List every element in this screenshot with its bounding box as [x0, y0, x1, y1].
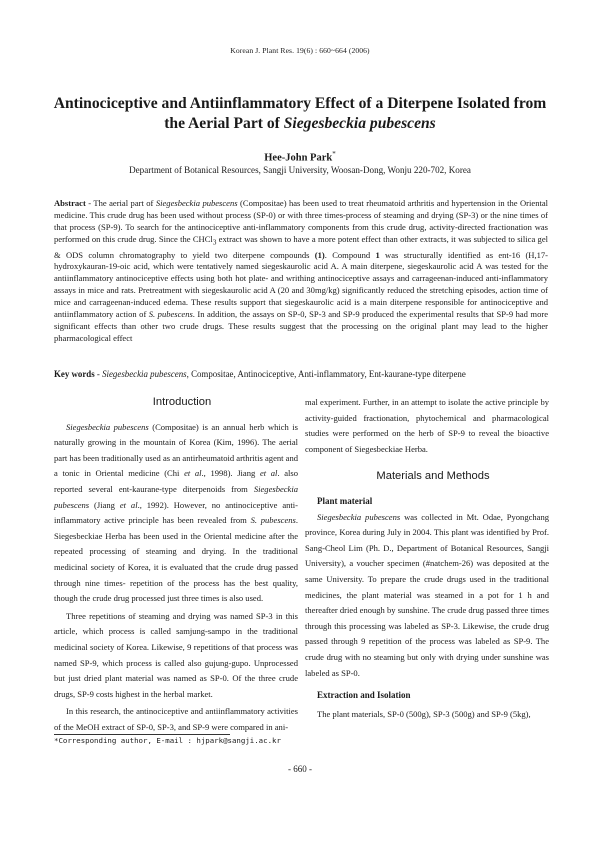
- abstract-subscript: 3: [212, 238, 217, 247]
- left-column: [54, 395, 298, 735]
- et-al: et al: [119, 499, 138, 510]
- intro-text: ., 1998). Jiang: [201, 468, 260, 479]
- abstract-species: S. pubescens: [148, 309, 193, 320]
- abstract-label: Abstract: [54, 198, 86, 208]
- right-column: [305, 395, 549, 722]
- et-al: et al: [184, 468, 202, 479]
- page-number: - 660 -: [288, 764, 312, 774]
- keywords: [54, 368, 548, 380]
- species-name: Siegesbeckia pubescens: [54, 483, 298, 510]
- abstract-text: extract was shown to have a more potent effect than other extracts, it was subjected to silica gel & ODS column chromatography to yield two diterpene compounds: [54, 233, 549, 260]
- intro-text: (Jiang: [89, 499, 120, 510]
- species-name: Siegesbeckia pubescens: [317, 511, 401, 522]
- species-name: Siegesbeckia pubescens: [66, 421, 149, 432]
- title-species: Siegesbeckia pubescens: [283, 115, 436, 132]
- keywords-list: , Compositae, Antinociceptive, Anti-inflammatory, Ent-kaurane-type diterpene: [186, 369, 466, 379]
- plant-material-heading: Plant material: [317, 495, 373, 506]
- intro-paragraph: In this research, the antinociceptive and antiinflammatory activities of the MeOH extract of SP-0, SP-3, and SP-9 were compared in ani-: [54, 706, 298, 732]
- keywords-label: Key words: [54, 369, 95, 379]
- paper-title: [40, 94, 560, 134]
- footnote-rule: [54, 734, 230, 735]
- abstract-text: - The aerial part of: [85, 198, 156, 208]
- author-name: Hee-John Park: [264, 152, 333, 164]
- extraction-paragraph: The plant materials, SP-0 (500g), SP-3 (500g) and SP-9 (5kg),: [317, 708, 531, 719]
- plant-material-text: was collected in Mt. Odae, Pyongchang province, Korea during July in 2004. This plant was identified by Prof. Sang-Cheol Lim (Ph. D., Department of Botanical Resources, Sangji University), a voucher specimen (#natchem-26) was deposited at the same University. To prepare the crude drugs used in the traditional medicines, the plant material was steamed in a pot for 1 h and thereafter dried enough by sunshine. The crude drug passed three times through this processing was labeled as SP-3. Likewise, the crude drug passed through 9 repetition of the process was labeled as SP-9. The crude drug with no steaming but only with drying under sunshine was labeled as SP-0.: [305, 511, 550, 678]
- keywords-dash: -: [94, 369, 103, 379]
- intro-paragraph: Three repetitions of steaming and drying was named SP-3 in this article, which process is called samjung-sampo in the traditional medicinal society of Korea. Likewise, 9 repetitions of that process was named SP-9, which process is called also gujung-gupo. Unprocessed but just dried plant material was named as SP-0. Of the three crude drugs, SP-9 costs highest in the herbal market.: [54, 610, 298, 699]
- introduction-heading: Introduction: [152, 396, 212, 408]
- title-line-2-prefix: the Aerial Part of: [164, 115, 284, 132]
- abstract: [54, 198, 548, 345]
- species-name: S. pubescens: [250, 515, 296, 526]
- intro-paragraph: [54, 420, 298, 607]
- intro-text: . Siegesbeckiae Herba has been used in the Oriental medicine after the repeated processing of steaming and drying. In the traditional medicinal society of Korea, it is evaluated that the crude drug passed through nine times- repetition of the process has the best quality, though the crude drug processed just three times is also used.: [54, 515, 298, 604]
- extraction-heading: Extraction and Isolation: [317, 690, 411, 701]
- abstract-compound-ref: 1: [375, 249, 380, 260]
- abstract-text: was structurally identified as ent-16 (H,17-hydroxykauran-19-oic acid, which were tentatively named siegeskaurolic acid A. A main diterpene, siegeskaurolic acid A was tested for the antiinflammatory antinociceptive effects using both hot plate- and writhing antinociceptive assays and carrageenan-induced anti-inflammatory assays in mice and rats. Pretreatment with siegeskaurolic acid A (20 and 30mg/kg) significantly reduced the stretching episodes, action time of mice and carrageenan-induced edema. These results support that siegeskaurolic acid is a main diterpene responsible for antinociceptive and antiinflammatory action of: [54, 249, 548, 320]
- et-al: et al: [259, 468, 278, 479]
- intro-text: . also reported several ent-kaurane-type diterpenoids from: [54, 468, 299, 494]
- title-line-1: Antinociceptive and Antiinflammatory Effect of a Diterpene Isolated from: [53, 95, 547, 112]
- plant-material-paragraph: [305, 510, 549, 682]
- corresponding-mark: *: [332, 150, 336, 158]
- footnote: *Corresponding author, E-mail : hjpark@sangji.ac.kr: [54, 736, 281, 745]
- intro-continuation: mal experiment. Further, in an attempt to isolate the active principle by activity-guided fractionation, phytochemical and pharmacological studies were performed on the herb of SP-9 to reveal the bioactive component of Siegesbeckiae Herba.: [305, 397, 549, 454]
- abstract-species: Siegesbeckia pubescens: [155, 198, 238, 208]
- intro-text: (Compositae) is an annual herb which is naturally growing in the mountain of Korea (Kim, 1996). The aerial part has been traditionally used as an antirheumatoid arthritis agent and a tonic in Oriental medicine (Chi: [54, 421, 298, 479]
- abstract-text: . In addition, the assays on SP-0, SP-3 and SP-9 produced the experimental results that SP-9 had more significant effects than other two crude drugs. These results suggest that the processing on the original plant may lead to the higher pharmacological effect: [54, 309, 548, 344]
- keywords-species: Siegesbeckia pubescens: [102, 369, 187, 379]
- intro-text: ., 1992). However, no antinociceptive anti-inflammatory active principle has been revealed from: [54, 499, 298, 526]
- abstract-text: (Compositae) has been used to treat rheumatoid arthritis and hypertension in the Oriental medicine. This crude drug has been used without process (SP-0) or with three times-process of steaming and drying (SP-3) or the nine times of that process (SP-9). To search for the antinociceptive anti-inflammatory components from this crude drug, activity-directed fractionation was performed on this crude drug. Since the CHCl: [54, 198, 549, 244]
- author-affiliation: Department of Botanical Resources, Sangji University, Woosan-Dong, Wonju 220-702, Korea: [129, 165, 471, 175]
- abstract-compound-ref: (1): [314, 249, 325, 260]
- materials-methods-heading: Materials and Methods: [376, 470, 490, 483]
- abstract-text: . Compound: [324, 249, 376, 260]
- author-line: [0, 150, 600, 164]
- journal-citation: Korean J. Plant Res. 19(6) : 660~664 (2006): [230, 46, 370, 55]
